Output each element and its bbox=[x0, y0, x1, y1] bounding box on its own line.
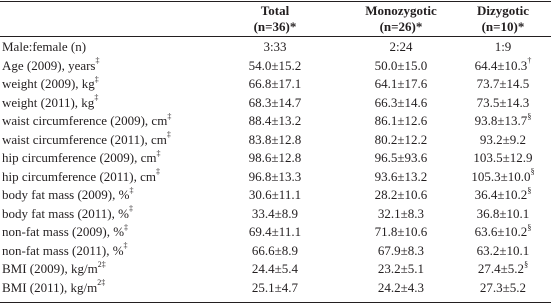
table-cell bbox=[458, 112, 548, 130]
row-label bbox=[2, 242, 128, 260]
row-label-footnote-mark: ‡ bbox=[124, 222, 129, 232]
table-row bbox=[0, 57, 551, 75]
row-label-footnote-mark: ‡ bbox=[94, 93, 99, 103]
cell-value: 24.2±4.3 bbox=[377, 279, 425, 295]
cell-value: 88.4±13.2 bbox=[248, 113, 302, 128]
cell-value: 28.2±10.6 bbox=[374, 187, 428, 202]
row-label-text: non-fat mass (2009), % bbox=[2, 224, 125, 239]
cell-value: 25.1±4.7 bbox=[251, 279, 299, 295]
table-bottom-rule bbox=[0, 302, 551, 303]
column-header-title: Total bbox=[260, 3, 290, 18]
table-row bbox=[0, 223, 551, 241]
row-label bbox=[2, 149, 160, 167]
table-cell bbox=[336, 223, 466, 241]
table-cell bbox=[210, 75, 340, 93]
column-header-subtitle: (n=36)* bbox=[253, 19, 297, 34]
cell-value: 27.3±5.2 bbox=[479, 279, 527, 295]
table-cell bbox=[210, 94, 340, 112]
cell-value: 27.4±5.2 bbox=[477, 261, 525, 276]
table-cell bbox=[458, 168, 548, 186]
row-label bbox=[2, 279, 105, 297]
column-header-subtitle: (n=26)* bbox=[379, 19, 423, 34]
table-cell bbox=[210, 168, 340, 186]
table-cell bbox=[210, 112, 340, 130]
table-cell bbox=[458, 223, 548, 241]
row-label-footnote-mark: 2‡ bbox=[97, 278, 106, 288]
row-label-text: waist circumference (2009), cm bbox=[2, 113, 168, 128]
table-row bbox=[0, 186, 551, 204]
cell-footnote-mark: † bbox=[527, 56, 532, 66]
cell-value: 73.7±14.5 bbox=[476, 76, 530, 91]
table-cell bbox=[458, 242, 548, 260]
cell-value: 68.3±14.7 bbox=[248, 94, 302, 110]
cell-value: 23.2±5.1 bbox=[377, 261, 425, 276]
row-label-footnote-mark: ‡ bbox=[167, 111, 172, 121]
table-cell bbox=[458, 260, 548, 278]
cell-value: 66.3±14.6 bbox=[374, 94, 428, 110]
cell-value: 93.2±9.2 bbox=[479, 131, 527, 147]
cell-value: 67.9±8.3 bbox=[377, 242, 425, 258]
table-row bbox=[0, 131, 551, 149]
cell-value: 98.6±12.8 bbox=[248, 150, 302, 165]
table-cell bbox=[210, 205, 340, 223]
cell-value: 1:9 bbox=[494, 39, 512, 54]
table-cell bbox=[210, 149, 340, 167]
table-row bbox=[0, 149, 551, 167]
cell-footnote-mark: § bbox=[524, 259, 529, 269]
column-header-title: Dizygotic bbox=[477, 3, 529, 18]
cell-value: 3:33 bbox=[263, 39, 287, 54]
cell-value: 64.4±10.3 bbox=[474, 57, 528, 73]
row-label bbox=[2, 131, 171, 149]
cell-value: 96.8±13.3 bbox=[248, 168, 302, 184]
cell-value: 36.4±10.2 bbox=[474, 187, 528, 202]
table-cell bbox=[336, 242, 466, 260]
table-header-rule bbox=[0, 36, 551, 37]
row-label bbox=[2, 168, 160, 186]
row-label-footnote-mark: ‡ bbox=[156, 148, 161, 158]
row-label-footnote-mark: ‡ bbox=[128, 204, 133, 214]
row-label bbox=[2, 75, 99, 93]
cell-value: 69.4±11.1 bbox=[248, 224, 302, 239]
table-cell bbox=[210, 223, 340, 241]
table-row bbox=[0, 242, 551, 260]
cell-value: 66.6±8.9 bbox=[251, 242, 299, 258]
cell-value: 32.1±8.3 bbox=[377, 205, 425, 221]
table-cell bbox=[210, 131, 340, 149]
row-label-footnote-mark: ‡ bbox=[156, 167, 161, 177]
table-cell bbox=[458, 94, 548, 112]
column-header-subtitle: (n=10)* bbox=[481, 19, 525, 34]
table-cell bbox=[336, 57, 466, 75]
table-cell bbox=[458, 57, 548, 75]
table-row bbox=[0, 260, 551, 278]
table-cell bbox=[336, 205, 466, 223]
cell-value: 33.4±8.9 bbox=[251, 205, 299, 221]
table-cell bbox=[210, 57, 340, 75]
cell-footnote-mark: § bbox=[530, 167, 535, 177]
row-label-text: body fat mass (2011), % bbox=[2, 205, 129, 221]
table-cell bbox=[336, 75, 466, 93]
cell-value: 63.6±10.2 bbox=[474, 224, 528, 239]
table-row bbox=[0, 112, 551, 130]
cell-value: 63.2±10.1 bbox=[476, 242, 530, 258]
table-cell bbox=[336, 112, 466, 130]
table-cell bbox=[336, 279, 466, 297]
table-cell bbox=[336, 260, 466, 278]
row-label bbox=[2, 112, 171, 130]
table-cell bbox=[458, 131, 548, 149]
table-row bbox=[0, 75, 551, 93]
cell-value: 105.3±10.0 bbox=[471, 168, 531, 184]
table-cell bbox=[336, 38, 466, 56]
table-cell bbox=[210, 38, 340, 56]
table-cell bbox=[336, 168, 466, 186]
table-cell bbox=[458, 279, 548, 297]
column-header-total bbox=[210, 3, 340, 35]
table-cell bbox=[210, 242, 340, 260]
cell-value: 103.5±12.9 bbox=[473, 150, 533, 165]
row-label-footnote-mark: ‡ bbox=[166, 130, 171, 140]
table-cell bbox=[458, 149, 548, 167]
row-label-text: BMI (2011), kg/m bbox=[2, 279, 98, 295]
cell-footnote-mark: § bbox=[527, 111, 532, 121]
row-label-footnote-mark: ‡ bbox=[94, 74, 99, 84]
column-header-title: Monozygotic bbox=[365, 3, 437, 18]
row-label-text: weight (2011), kg bbox=[2, 94, 95, 110]
row-label-text: weight (2009), kg bbox=[2, 76, 95, 91]
cell-value: 86.1±12.6 bbox=[374, 113, 428, 128]
row-label-text: Male:female (n) bbox=[2, 39, 87, 54]
table-cell bbox=[458, 75, 548, 93]
row-label bbox=[2, 57, 100, 75]
cell-value: 2:24 bbox=[389, 39, 413, 54]
cell-value: 66.8±17.1 bbox=[248, 76, 302, 91]
table-row bbox=[0, 279, 551, 297]
cell-value: 24.4±5.4 bbox=[251, 261, 299, 276]
table-top-rule bbox=[0, 1, 551, 2]
cell-value: 30.6±11.1 bbox=[248, 187, 302, 202]
cell-value: 96.5±93.6 bbox=[374, 150, 428, 165]
row-label bbox=[2, 38, 86, 56]
cell-footnote-mark: § bbox=[527, 222, 532, 232]
table-row bbox=[0, 38, 551, 56]
cell-value: 64.1±17.6 bbox=[374, 76, 428, 91]
cell-value: 71.8±10.6 bbox=[374, 224, 428, 239]
cell-value: 93.6±13.2 bbox=[374, 168, 428, 184]
table-row bbox=[0, 168, 551, 186]
table-cell bbox=[458, 38, 548, 56]
row-label-text: BMI (2009), kg/m bbox=[2, 261, 98, 276]
cell-value: 80.2±12.2 bbox=[374, 131, 428, 147]
row-label bbox=[2, 260, 106, 278]
table-cell bbox=[336, 149, 466, 167]
cell-value: 36.8±10.1 bbox=[476, 205, 530, 221]
cell-value: 54.0±15.2 bbox=[248, 57, 302, 73]
row-label-footnote-mark: ‡ bbox=[95, 56, 100, 66]
table-cell bbox=[210, 186, 340, 204]
row-label bbox=[2, 186, 133, 204]
row-label-text: Age (2009), years bbox=[2, 57, 96, 73]
cell-value: 50.0±15.0 bbox=[374, 57, 428, 73]
cell-value: 83.8±12.8 bbox=[248, 131, 302, 147]
table-cell bbox=[336, 94, 466, 112]
row-label bbox=[2, 205, 133, 223]
cell-value: 73.5±14.3 bbox=[476, 94, 530, 110]
row-label-footnote-mark: 2‡ bbox=[97, 259, 106, 269]
cell-value: 93.8±13.7 bbox=[474, 113, 528, 128]
row-label-footnote-mark: ‡ bbox=[129, 185, 134, 195]
table-row bbox=[0, 205, 551, 223]
row-label-text: body fat mass (2009), % bbox=[2, 187, 130, 202]
table-cell bbox=[210, 260, 340, 278]
table-cell bbox=[458, 186, 548, 204]
row-label-footnote-mark: ‡ bbox=[123, 241, 128, 251]
row-label-text: non-fat mass (2011), % bbox=[2, 242, 124, 258]
row-label bbox=[2, 94, 98, 112]
table-row bbox=[0, 94, 551, 112]
row-label-text: hip circumference (2009), cm bbox=[2, 150, 157, 165]
row-label-text: waist circumference (2011), cm bbox=[2, 131, 167, 147]
table-cell bbox=[458, 205, 548, 223]
column-header-dizygotic bbox=[458, 3, 548, 35]
table-cell bbox=[336, 186, 466, 204]
cell-footnote-mark: § bbox=[527, 185, 532, 195]
table-cell bbox=[336, 131, 466, 149]
row-label bbox=[2, 223, 128, 241]
table-cell bbox=[210, 279, 340, 297]
row-label-text: hip circumference (2011), cm bbox=[2, 168, 157, 184]
column-header-monozygotic bbox=[336, 3, 466, 35]
